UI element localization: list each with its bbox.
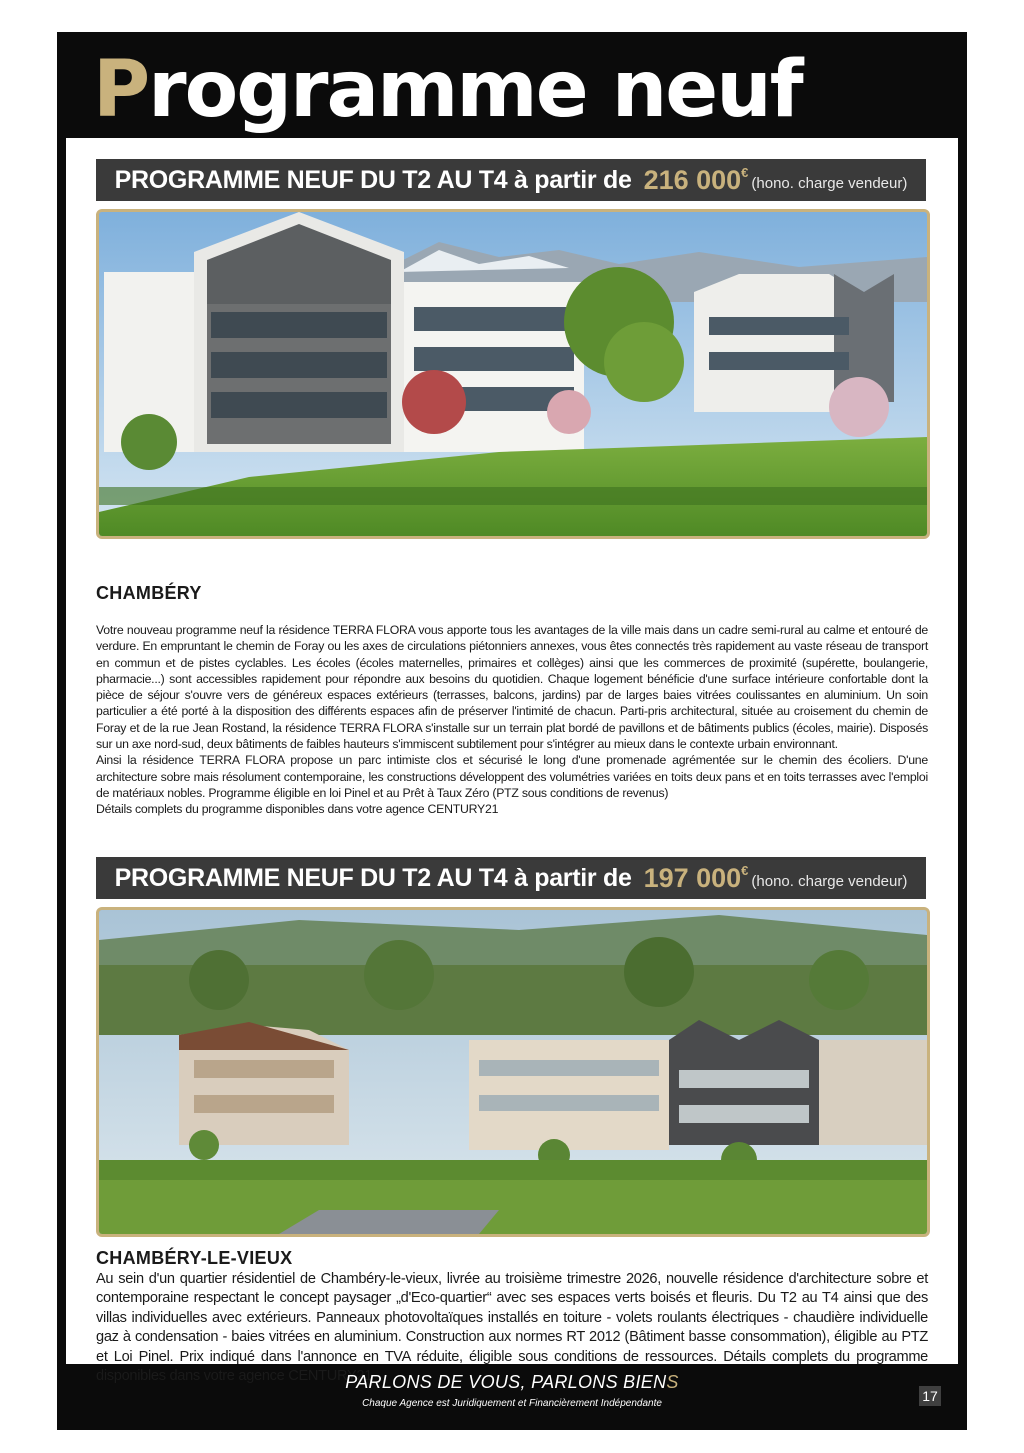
title-rest: rogramme neuf bbox=[148, 45, 802, 135]
title-first-letter: P bbox=[93, 45, 149, 135]
banner-text: PROGRAMME NEUF DU T2 AU T4 à partir de bbox=[114, 165, 632, 194]
price-value: 216 000 bbox=[643, 164, 742, 195]
page-number: 17 bbox=[919, 1386, 941, 1406]
currency-symbol: € bbox=[741, 863, 749, 878]
property-photo-1 bbox=[96, 209, 930, 539]
footer-slogan bbox=[57, 1372, 967, 1393]
page-header bbox=[57, 32, 967, 138]
slogan-main: PARLONS DE VOUS, PARLONS BIEN bbox=[345, 1372, 667, 1392]
residence-illustration-2 bbox=[99, 910, 927, 1234]
fee-note: (hono. charge vendeur) bbox=[751, 872, 908, 890]
fee-note: (hono. charge vendeur) bbox=[751, 174, 908, 192]
residence-illustration-1 bbox=[99, 212, 927, 536]
page-title bbox=[93, 46, 802, 134]
description-2: Au sein d'un quartier résidentiel de Chambéry-le-vieux, livrée au troisième trimestre 2026, nouvelle résidence d'architecture sobre et contemporaine respectant le concept paysager „d'Eco-quartier“ avec ses espaces verts boisés et fleuris. Du T2 au T4 ainsi que des villas individuelles avec extérieurs. Panneaux photovoltaïques installés en toiture - volets roulants électriques - chaudière individuelle gaz à condensation - baies vitrées en aluminium. Construction aux normes RT 2012 (Bâtiment basse consommation), éligible au PTZ et Loi Pinel. Prix indiqué dans l'annonce en TVA réduite, éligible sous conditions de ressources. Détails complets du programme disponibles dans votre agence CENTURY21 bbox=[96, 1271, 928, 1385]
city-heading-1: CHAMBÉRY bbox=[96, 583, 202, 603]
slogan-last-letter: S bbox=[666, 1372, 679, 1392]
footer-disclaimer: Chaque Agence est Juridiquement et Financièrement Indépendante bbox=[362, 1398, 662, 1409]
price-banner-1 bbox=[96, 159, 926, 201]
currency-symbol: € bbox=[741, 165, 749, 180]
description-1: Votre nouveau programme neuf la résidence TERRA FLORA vous apporte tous les avantages de la ville mais dans un cadre semi-rural au calme et entouré de verdure. En empruntant le chemin de Foray ou les axes de circulations piétonniers annexes, vous êtes connectés très rapidement au vaste réseau de transport en commun et de pistes cyclables. Les écoles (écoles maternelles, primaires et collèges) ainsi que les commerces de proximité (supérette, boulangerie, pharmacie...) sont accessibles rapidement pour répondre aux besoins du quotidien. Chaque logement bénéficie d'une surface intérieure confortable dont la pièce de séjour s'ouvre vers de généreux espaces extérieurs (terrasses, balcons, jardins) par de larges baies vitrées coulissantes en aluminium. Un soin particulier a été porté à la disposition des différents espaces afin de préserver l'intimité de chacun. Parti-pris architectural, située au croisement du chemin de Foray et de la rue Jean Rostand, la résidence TERRA FLORA s'installe sur un terrain plat bordé de pavillons et de bâtiments publics (écoles, mairie). Disposés sur un axe nord-sud, deux bâtiments de faibles hauteurs s'immiscent subtilement pour s'intégrer au mieux dans le contexte urbain environnant. Ainsi la résidence TERRA FLORA propose un parc intimiste clos et sécurisé le long d'une promenade agrémentée sur le chemin des écoliers. D'une architecture sobre mais résolument contemporaine, les constructions développent des volumétries variées en toits deux pans et en toits terrasses avec l'emploi de matériaux nobles. Programme éligible en loi Pinel et au Prêt à Taux Zéro (PTZ sous conditions de revenus) Détails complets du programme disponibles dans votre agence CENTURY21 bbox=[96, 623, 928, 817]
banner-text: PROGRAMME NEUF DU T2 AU T4 à partir de bbox=[114, 863, 632, 892]
page-footer bbox=[57, 1364, 967, 1430]
city-heading-2: CHAMBÉRY-LE-VIEUX bbox=[96, 1248, 293, 1268]
property-photo-2 bbox=[96, 907, 930, 1237]
price-value: 197 000 bbox=[643, 862, 742, 893]
price-banner-2 bbox=[96, 857, 926, 899]
page-frame bbox=[57, 32, 967, 1430]
